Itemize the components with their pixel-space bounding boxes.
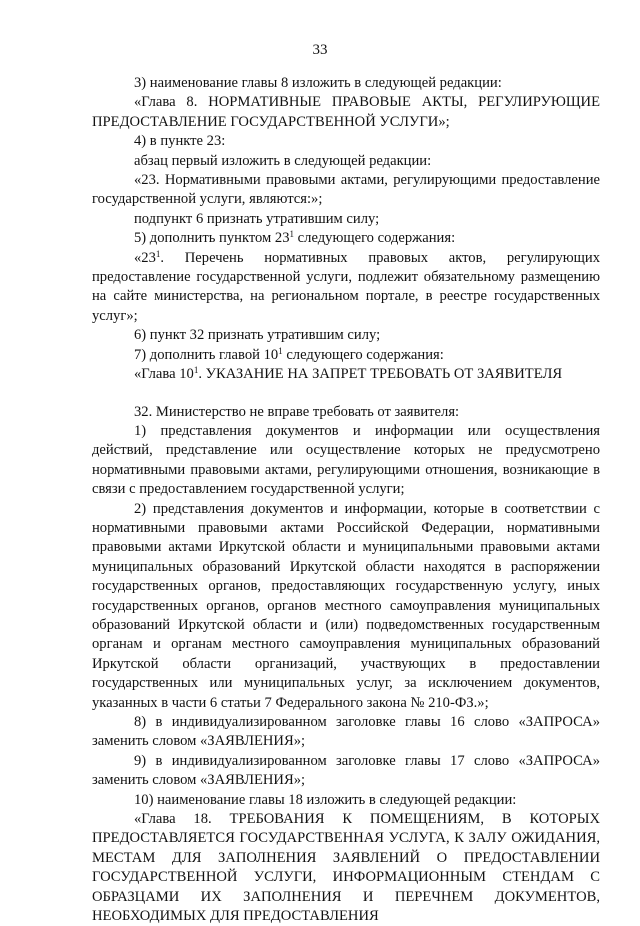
page-number: 33 xyxy=(312,42,328,58)
paragraph: 9) в индивидуализированном заголовке главы 17 слово «ЗАПРОСА» заменить словом «ЗАЯВЛЕНИЯ»; xyxy=(92,752,600,789)
paragraph: 8) в индивидуализированном заголовке главы 16 слово «ЗАПРОСА» заменить словом «ЗАЯВЛЕНИЯ»; xyxy=(92,714,600,750)
paragraph: 5) дополнить пунктом $23^1$ следующего содержания: xyxy=(134,229,456,247)
paragraph: подпункт 6 признать утратившим силу; xyxy=(134,210,380,227)
paragraph: «Глава 18. ТРЕБОВАНИЯ К ПОМЕЩЕНИЯМ, В КОТОРЫХ ПРЕДОСТАВЛЯЕТСЯ ГОСУДАРСТВЕННАЯ УСЛУГА, К ЗАЛУ ОЖИДАНИЯ, МЕСТАМ ДЛЯ ЗАПОЛНЕНИЯ ЗАЯВЛЕНИЙ О ПРЕДОСТАВЛЕНИИ ГОСУДАРСТВЕННОЙ УСЛУГИ, ИНФОРМАЦИОННЫМ СТЕНДАМ С ОБРАЗЦАМИ ИХ ЗАПОЛНЕНИЯ И ПЕРЕЧНЕМ ДОКУМЕНТОВ, НЕОБХОДИМЫХ ДЛЯ ПРЕДОСТАВЛЕНИЯ xyxy=(92,811,600,925)
paragraph: 32. Министерство не вправе требовать от заявителя: xyxy=(134,403,460,420)
document-body xyxy=(92,74,600,926)
paragraph: 7) дополнить главой $10^1$ следующего содержания: xyxy=(134,345,444,363)
paragraph: «23. Нормативными правовыми актами, регулирующими предоставление государственной услуги, являются:»; xyxy=(92,172,600,208)
paragraph: «$23^1$. Перечень нормативных правовых актов, регулирующих предоставление государственной услуги, подлежит обязательному размещению на сайте министерства, на региональном портале, в реестре государственных услуг»; xyxy=(92,248,600,324)
paragraph: 4) в пункте 23: xyxy=(134,133,226,150)
paragraph: абзац первый изложить в следующей редакции: xyxy=(134,152,432,169)
paragraph: «Глава $10^1$. УКАЗАНИЕ НА ЗАПРЕТ ТРЕБОВАТЬ ОТ ЗАЯВИТЕЛЯ xyxy=(134,365,563,383)
paragraph: 10) наименование главы 18 изложить в следующей редакции: xyxy=(134,791,517,808)
paragraph: 6) пункт 32 признать утратившим силу; xyxy=(134,327,381,344)
paragraph: 3) наименование главы 8 изложить в следующей редакции: xyxy=(134,75,502,91)
paragraph: 1) представления документов и информации или осуществления действий, представление или осуществление которых не предусмотрено нормативными правовыми актами, регулирующими отношения, возникающие в связи с предоставлением государственной услуги; xyxy=(92,422,600,498)
paragraph: «Глава 8. НОРМАТИВНЫЕ ПРАВОВЫЕ АКТЫ, РЕГУЛИРУЮЩИЕ ПРЕДОСТАВЛЕНИЕ ГОСУДАРСТВЕННОЙ УСЛУГИ»; xyxy=(92,94,600,130)
paragraph: 2) представления документов и информации, которые в соответствии с нормативными правовыми актами Российской Федерации, нормативными правовыми актами Иркутской области и муниципальными правовыми актами муниципальных образований Иркутской области находятся в распоряжении государственных органов, предоставляющих государственную услугу, иных государственных органов, органов местного самоуправления муниципальных образований Иркутской области и (или) подведомственных государственным органам и органам местного самоуправления муниципальных образований Иркутской области организаций, участвующих в предоставлении государственных или муниципальных услуг, за исключением документов, указанных в части 6 статьи 7 Федерального закона № 210-ФЗ.»; xyxy=(92,500,600,711)
